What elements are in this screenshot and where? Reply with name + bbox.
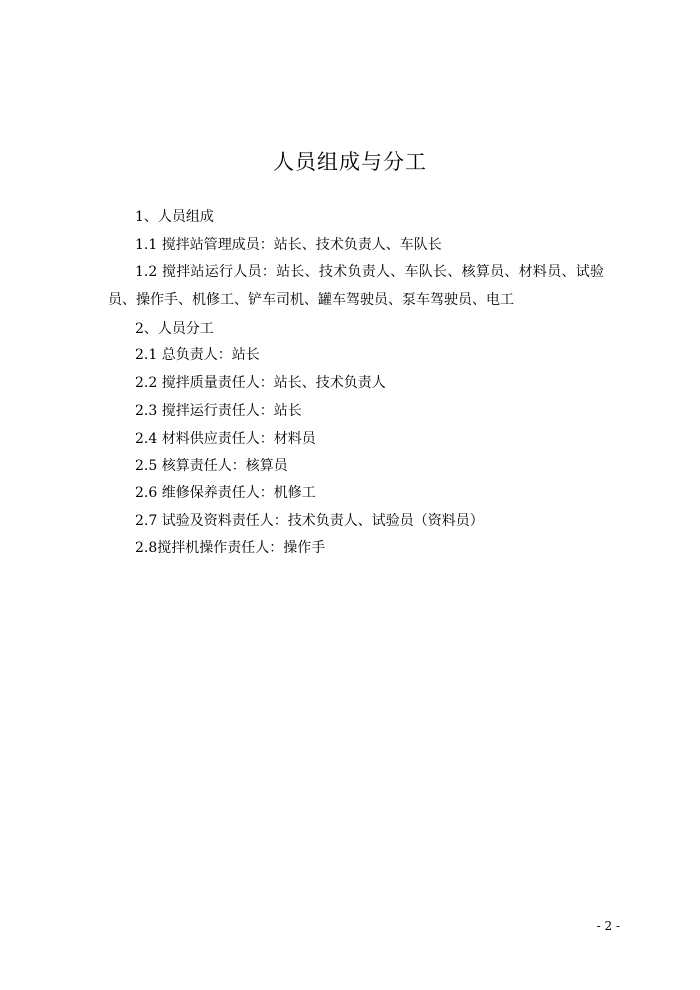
paragraph-2-7: 2.7 试验及资料责任人：技术负责人、试验员（资料员） bbox=[135, 513, 484, 529]
section-heading-personnel-composition: 1、人员组成 bbox=[135, 209, 214, 225]
paragraph-1-1: 1.1 搅拌站管理成员：站长、技术负责人、车队长 bbox=[135, 237, 442, 253]
paragraph-2-2: 2.2 搅拌质量责任人：站长、技术负责人 bbox=[135, 375, 386, 391]
paragraph-2-5: 2.5 核算责任人：核算员 bbox=[135, 458, 288, 474]
paragraph-1-2: 1.2 搅拌站运行人员：站长、技术负责人、车队长、核算员、材料员、试验员、操作手、机修工、铲车司机、罐车驾驶员、泵车驾驶员、电工 bbox=[108, 264, 604, 308]
paragraph-2-4: 2.4 材料供应责任人：材料员 bbox=[135, 431, 316, 447]
paragraph-2-1: 2.1 总负责人：站长 bbox=[135, 347, 260, 363]
section-heading-personnel-division: 2、人员分工 bbox=[135, 321, 214, 337]
page-number: - 2 - bbox=[596, 919, 620, 933]
document-title: 人员组成与分工 bbox=[273, 150, 427, 174]
paragraph-2-3: 2.3 搅拌运行责任人：站长 bbox=[135, 403, 302, 419]
paragraph-2-8: 2.8搅拌机操作责任人：操作手 bbox=[135, 540, 326, 556]
paragraph-2-6: 2.6 维修保养责任人：机修工 bbox=[135, 485, 316, 501]
